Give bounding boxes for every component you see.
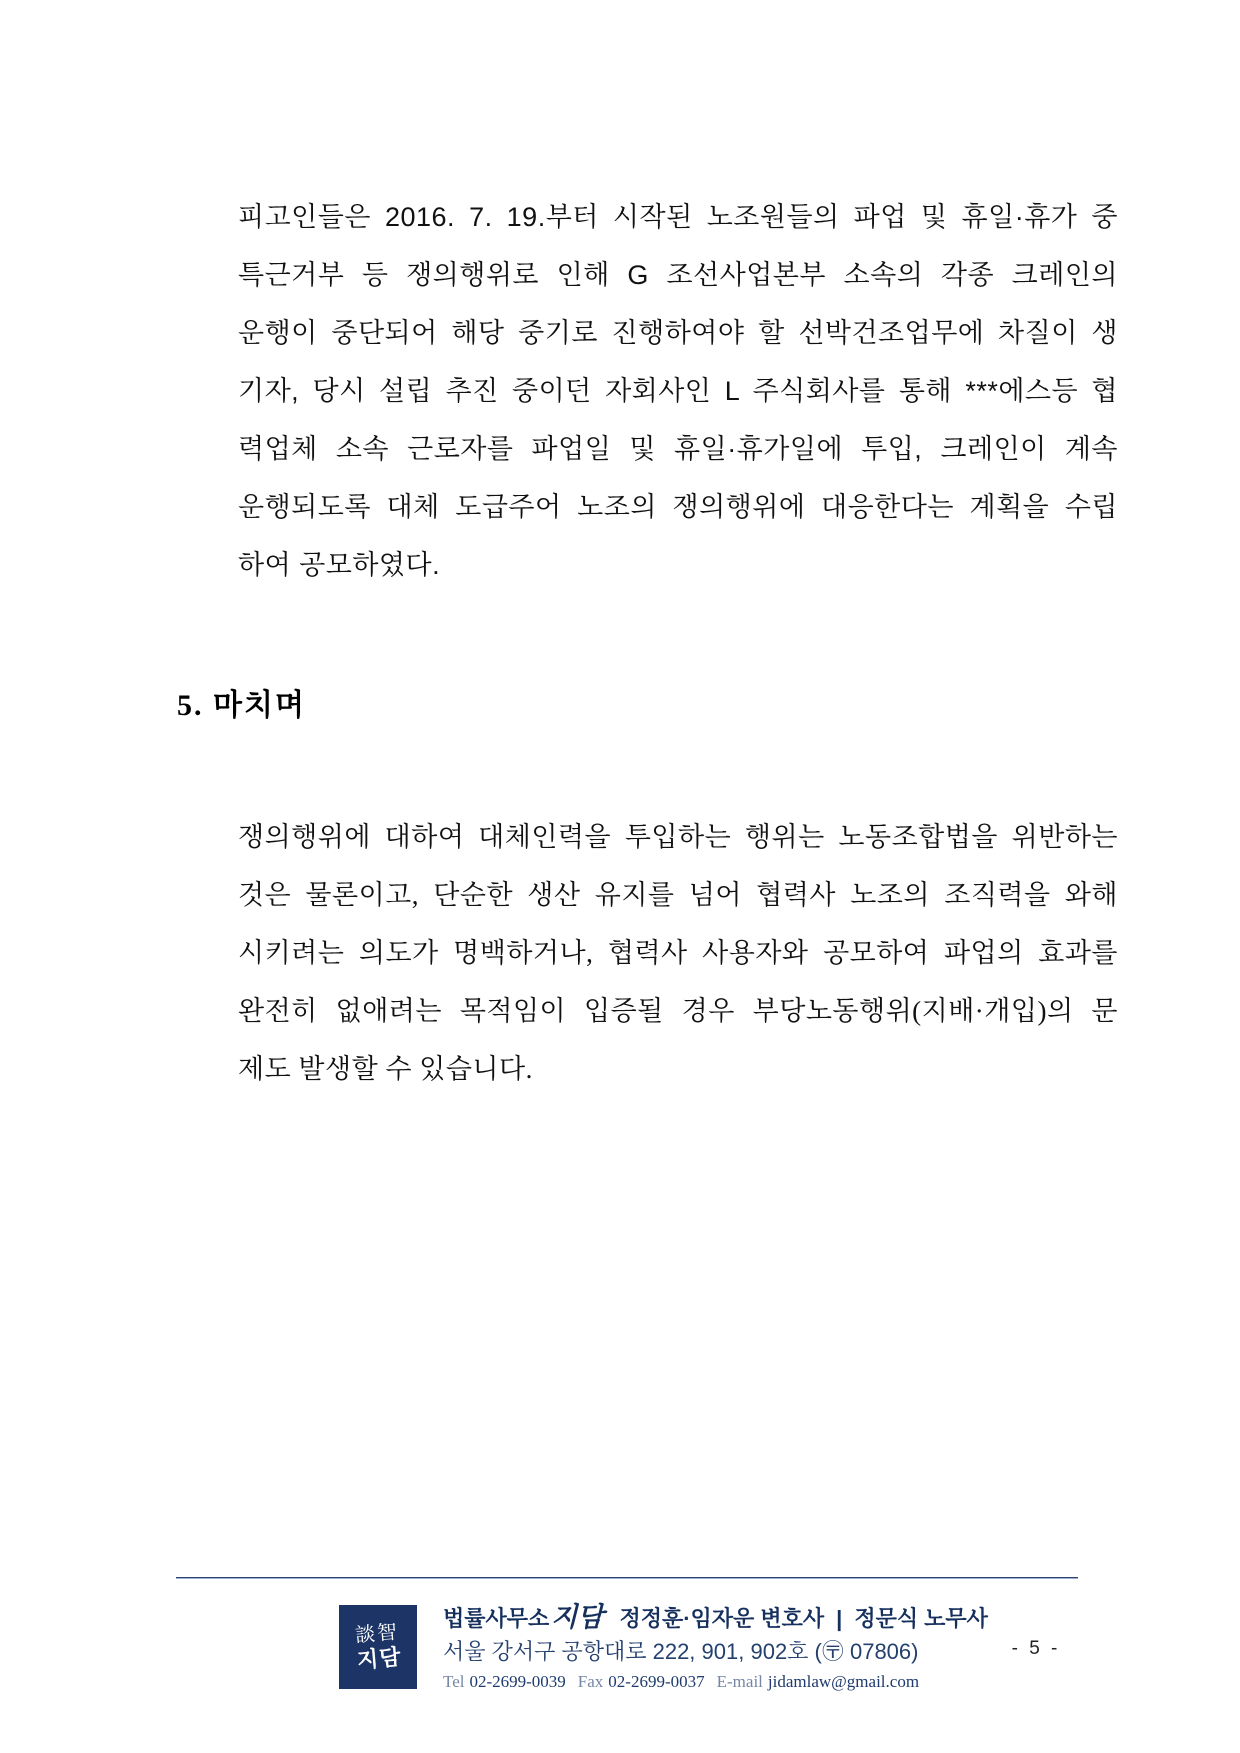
fax-number: 02-2699-0037 xyxy=(608,1672,705,1691)
email-label: E-mail xyxy=(716,1672,763,1691)
paragraph-line: 제도 발생할 수 있습니다. xyxy=(238,1054,533,1084)
firm-line-separator: | xyxy=(836,1606,843,1631)
law-firm-logo-calligraphy xyxy=(354,1620,403,1674)
logo-hangul-text: 지담 xyxy=(355,1644,403,1673)
firm-attorneys: 정정훈·임자운 변호사 xyxy=(619,1606,825,1631)
paragraph-line: 특근거부 등 쟁의행위로 인해 G 조선사업본부 소속의 각종 크레인의 xyxy=(238,260,1118,290)
firm-office-name: 지담 xyxy=(551,1602,604,1632)
paragraph-conclusion xyxy=(238,808,1118,1098)
email-address: jidamlaw@gmail.com xyxy=(767,1672,920,1691)
document-body xyxy=(177,188,1118,1098)
logo-hanja-text: 談智 xyxy=(353,1621,400,1647)
firm-office-prefix: 법률사무소 xyxy=(443,1606,550,1631)
paragraph-line: 기자, 당시 설립 추진 중이던 자회사인 L 주식회사를 통해 ***에스등 협 xyxy=(238,376,1118,406)
law-firm-logo xyxy=(339,1605,417,1689)
firm-address: 서울 강서구 공항대로 222, 901, 902호 (〶 07806) xyxy=(443,1639,919,1664)
paragraph-line: 쟁의행위에 대하여 대체인력을 투입하는 행위는 노동조합법을 위반하는 xyxy=(238,822,1118,852)
paragraph-line: 하여 공모하였다. xyxy=(238,550,441,580)
paragraph-conspiracy-facts xyxy=(238,188,1118,594)
paragraph-line: 력업체 소속 근로자를 파업일 및 휴일·휴가일에 투입, 크레인이 계속 xyxy=(238,434,1118,464)
paragraph-line: 운행되도록 대체 도급주어 노조의 쟁의행위에 대응한다는 계획을 수립 xyxy=(238,492,1118,522)
paragraph-line: 시키려는 의도가 명백하거나, 협력사 사용자와 공모하여 파업의 효과를 xyxy=(238,938,1118,968)
page-number: - 5 - xyxy=(1011,1638,1061,1659)
section-heading-conclusion: 5. 마치며 xyxy=(177,689,306,722)
tel-number: 02-2699-0039 xyxy=(469,1672,566,1691)
firm-contact-line xyxy=(443,1671,1003,1692)
tel-label: Tel xyxy=(443,1672,465,1691)
firm-name-line xyxy=(443,1604,1003,1632)
footer-contact-block xyxy=(443,1604,1003,1692)
firm-labor-attorney: 정문식 노무사 xyxy=(854,1606,988,1631)
paragraph-line: 운행이 중단되어 해당 중기로 진행하여야 할 선박건조업무에 차질이 생 xyxy=(238,318,1118,348)
footer-divider-line xyxy=(176,1577,1078,1579)
fax-label: Fax xyxy=(577,1672,604,1691)
paragraph-line: 완전히 없애려는 목적임이 입증될 경우 부당노동행위(지배·개입)의 문 xyxy=(238,996,1118,1026)
paragraph-line: 것은 물론이고, 단순한 생산 유지를 넘어 협력사 노조의 조직력을 와해 xyxy=(238,880,1118,910)
paragraph-line: 피고인들은 2016. 7. 19.부터 시작된 노조원들의 파업 및 휴일·휴가 중 xyxy=(238,202,1118,232)
